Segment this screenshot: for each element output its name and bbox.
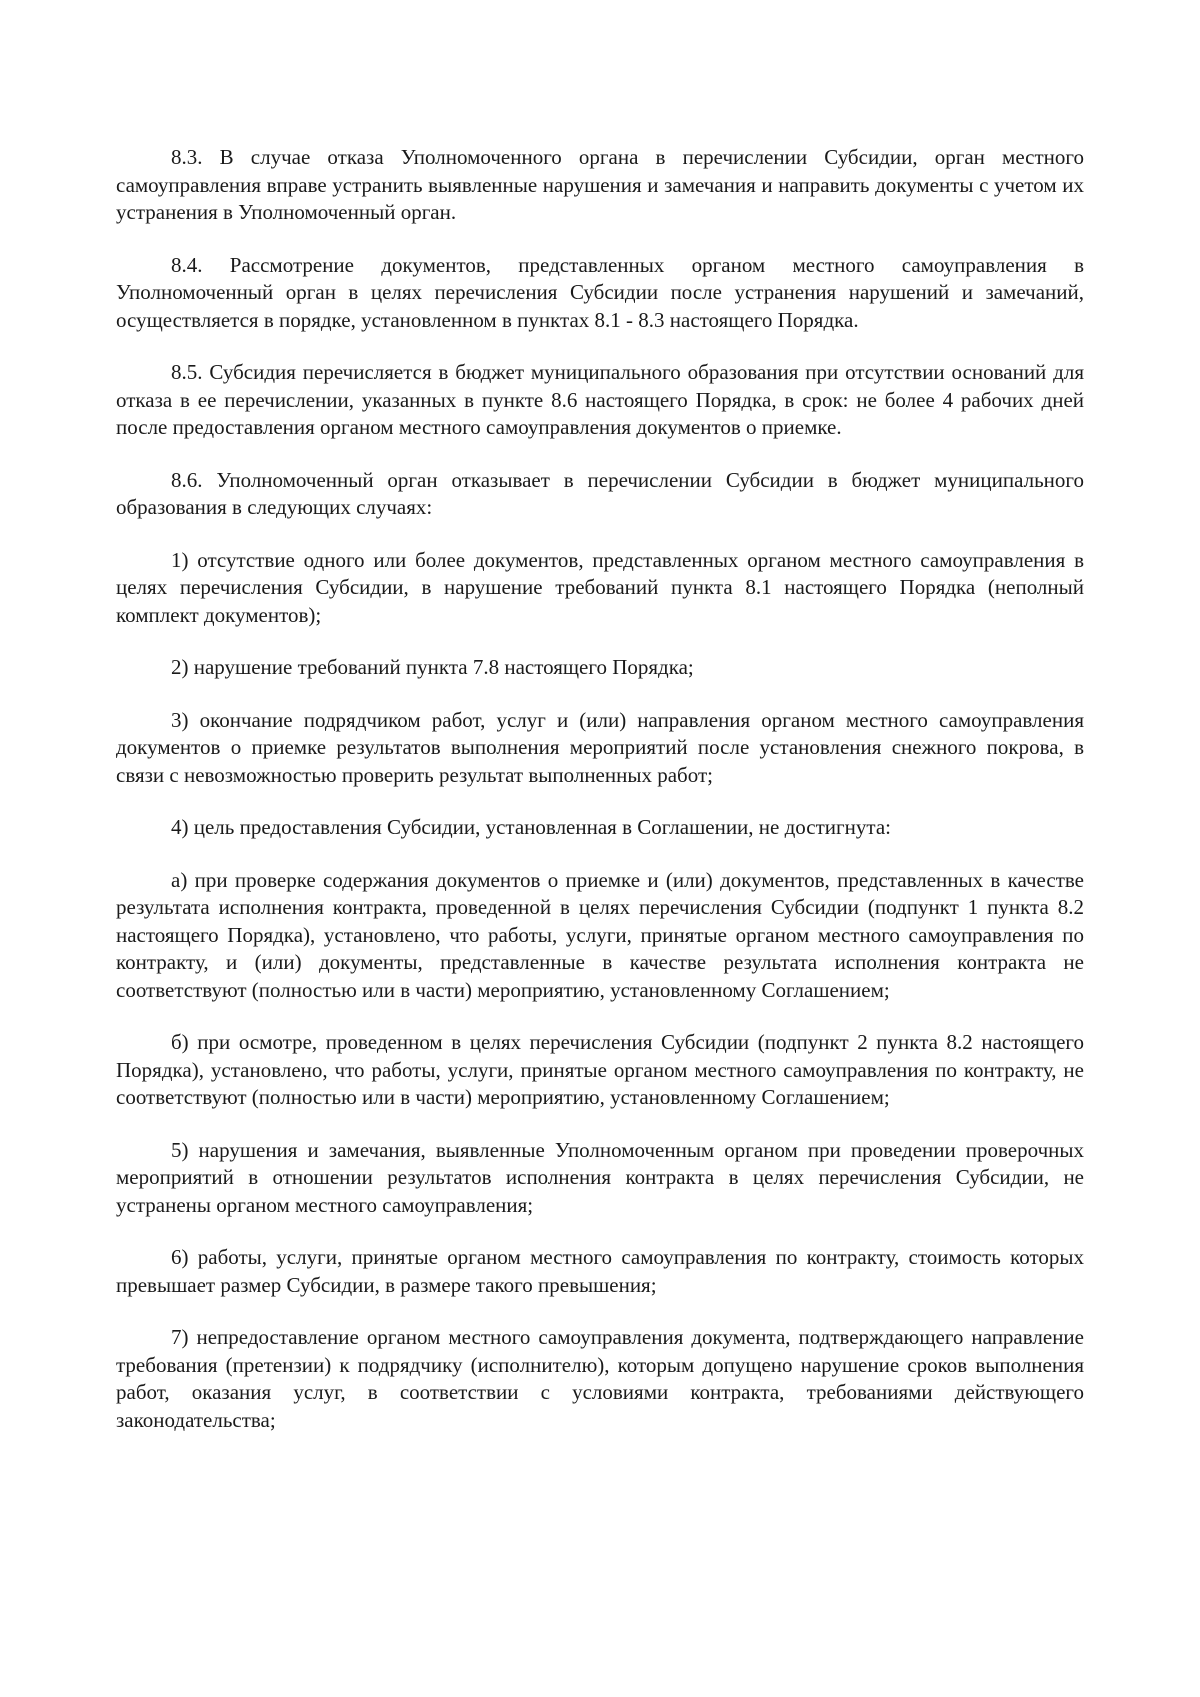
- list-item-6: 6) работы, услуги, принятые органом местного самоуправления по контракту, стоимость которых превышает размер Субсидии, в размере такого превышения;: [116, 1245, 1084, 1297]
- list-item-4a: а) при проверке содержания документов о приемке и (или) документов, представленных в качестве результата исполнения контракта, проведенной в целях перечисления Субсидии (подпункт 1 пункта 8.2 настоящего Порядка), установлено, что работы, услуги, принятые органом местного самоуправления по контракту, и (или) документы, представленные в качестве результата исполнения контракта не соответствуют (полностью или в части) мероприятию, установленному Соглашением;: [116, 867, 1084, 1002]
- list-item-5: 5) нарушения и замечания, выявленные Уполномоченным органом при проведении проверочных мероприятий в отношении результатов исполнения контракта в целях перечисления Субсидии, не устранены органом местного самоуправления;: [116, 1137, 1084, 1217]
- document-page: [116, 144, 1084, 1459]
- list-item-1: 1) отсутствие одного или более документов, представленных органом местного самоуправления в целях перечисления Субсидии, в нарушение требований пункта 8.1 настоящего Порядка (неполный комплект документов);: [116, 547, 1084, 627]
- list-item-3: 3) окончание подрядчиком работ, услуг и (или) направления органом местного самоуправления документов о приемке результатов выполнения мероприятий после установления снежного покрова, в связи с невозможностью проверить результат выполненных работ;: [116, 707, 1084, 787]
- paragraph-8-5: 8.5. Субсидия перечисляется в бюджет муниципального образования при отсутствии оснований для отказа в ее перечислении, указанных в пункте 8.6 настоящего Порядка, в срок: не более 4 рабочих дней после предоставления органом местного самоуправления документов о приемке.: [116, 360, 1084, 439]
- list-item-2: 2) нарушение требований пункта 7.8 настоящего Порядка;: [171, 655, 694, 679]
- paragraph-8-3: 8.3. В случае отказа Уполномоченного органа в перечислении Субсидии, орган местного самоуправления вправе устранить выявленные нарушения и замечания и направить документы с учетом их устранения в Уполномоченный орган.: [116, 145, 1084, 224]
- paragraph-8-6: 8.6. Уполномоченный орган отказывает в перечислении Субсидии в бюджет муниципального образования в следующих случаях:: [116, 467, 1084, 519]
- list-item-7: 7) непредоставление органом местного самоуправления документа, подтверждающего направление требования (претензии) к подрядчику (исполнителю), которым допущено нарушение сроков выполнения работ, оказания услуг, в соответствии с условиями контракта, требованиями действующего законодательства;: [116, 1325, 1084, 1432]
- list-item-4: 4) цель предоставления Субсидии, установленная в Соглашении, не достигнута:: [171, 815, 891, 839]
- paragraph-8-4: 8.4. Рассмотрение документов, представленных органом местного самоуправления в Уполномоченный орган в целях перечисления Субсидии после устранения нарушений и замечаний, осуществляется в порядке, установленном в пунктах 8.1 - 8.3 настоящего Порядка.: [116, 252, 1084, 332]
- list-item-4b: б) при осмотре, проведенном в целях перечисления Субсидии (подпункт 2 пункта 8.2 настоящего Порядка), установлено, что работы, услуги, принятые органом местного самоуправления по контракту, не соответствуют (полностью или в части) мероприятию, установленному Соглашением;: [116, 1030, 1084, 1109]
